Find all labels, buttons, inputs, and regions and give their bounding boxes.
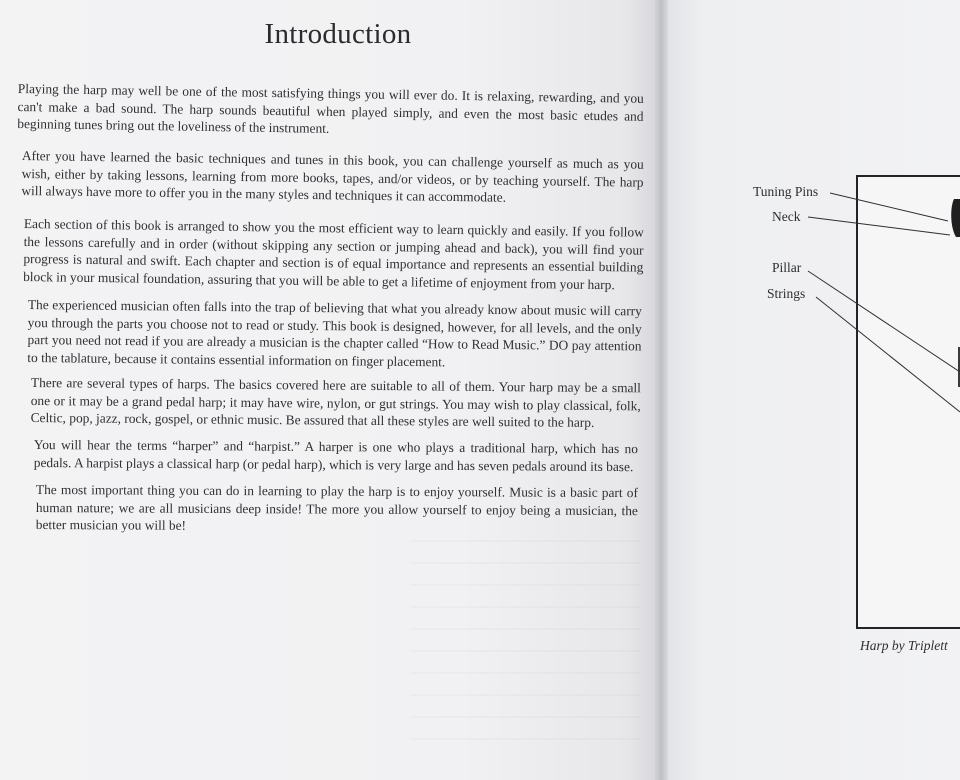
label-tuning-pins: Tuning Pins xyxy=(753,184,819,199)
page-title: Introduction xyxy=(264,18,412,50)
leader-tuning-pins xyxy=(830,193,948,221)
paragraph-6: You will hear the terms “harper” and “harpist.” A harper is one who plays a traditional harp, which has no pedals. A harpist plays a classical harp (or pedal harp), which is very large and has seven pedals around its base. xyxy=(33,436,638,474)
figure-caption: Harp by Triplett xyxy=(860,638,948,653)
leader-neck xyxy=(808,217,950,235)
label-pillar: Pillar xyxy=(772,260,802,275)
paragraph-4: The experienced musician often falls into the trap of believing that what you already know about music will carry you through the parts you choose not to read or study. This book is designed, however, for all levels, and the only part you need not read if you are already a musician is the chapter called “How to Read Music.” DO pay attention to the tablature, because it contains essential information on finger placement. xyxy=(27,296,642,369)
label-strings: Strings xyxy=(767,286,806,301)
leader-strings xyxy=(816,297,960,412)
paragraph-2: After you have learned the basic techniques and tunes in this book, you can challenge yourself as much as you wish, either by taking lessons, learning from more books, tapes, and/or videos, or by teaching yourself. The harp will always have more to offer you in the many styles and techniques it can accommodate. xyxy=(21,147,644,205)
leader-pillar xyxy=(808,271,960,372)
paragraph-3: Each section of this book is arranged to show you the most efficient way to learn quickly and easily. If you follow the lessons carefully and in order (without skipping any section or jumping ahead and back), you will find your progress is natural and swift. Each chapter and section is of equal importance and represents an essential building block in your musical foundation, assuring that you will be able to get a lifetime of enjoyment from your harp. xyxy=(23,215,644,292)
paragraph-7: The most important thing you can do in learning to play the harp is to enjoy yourself. Music is a basic part of human nature; we are all musicians deep inside! The more you allow yourself to enjoy being a musician, the better musician you will be! xyxy=(35,482,638,533)
paragraph-1: Playing the harp may well be one of the most satisfying things you will ever do. It is relaxing, rewarding, and you can't make a bad sound. The harp sounds beautiful when played simply, and even the most basic etudes and beginning tunes bring out the loveliness of the instrument. xyxy=(17,80,644,136)
paragraph-5: There are several types of harps. The basics covered here are suitable to all of them. Your harp may be a small one or it may be a grand pedal harp; it may have wire, nylon, or gut strings. You may wish to play classical, folk, Celtic, pop, jazz, rock, gospel, or ethnic music. Be assured that all these styles are well suited to the harp. xyxy=(30,374,641,430)
label-neck: Neck xyxy=(772,209,801,224)
